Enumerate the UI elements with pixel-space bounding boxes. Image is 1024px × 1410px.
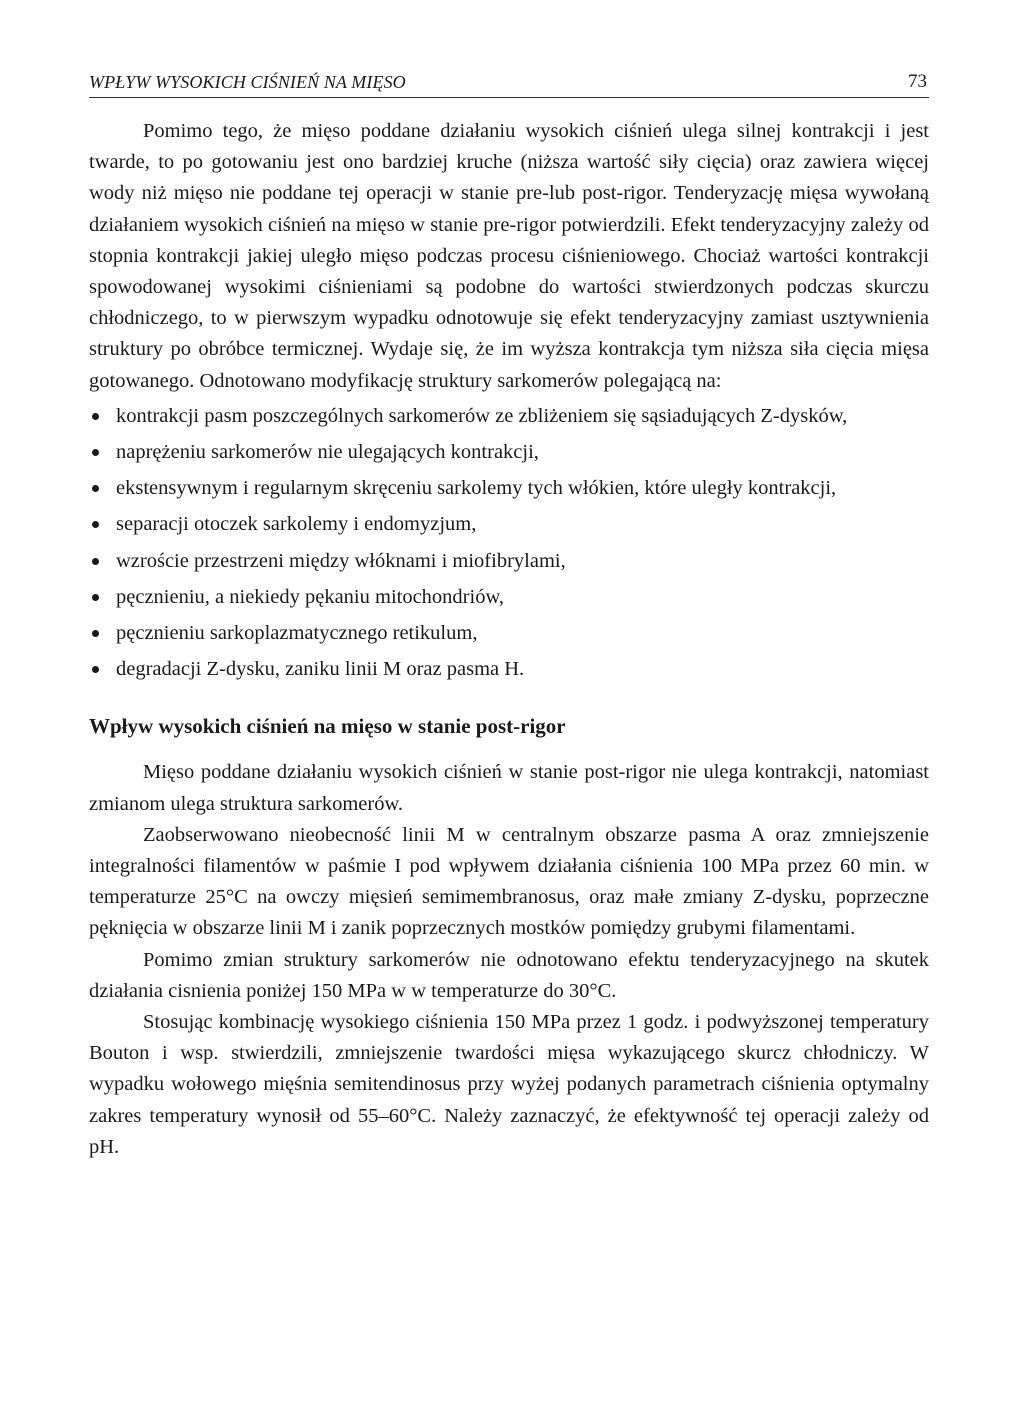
section-paragraph: Stosując kombinację wysokiego ciśnienia 150 MPa przez 1 godz. i podwyższonej temperatury Bouton i wsp. stwierdzili, zmniejszenie twardości mięsa wykazującego skurcz chłodniczy. W wypadku wołowego mięśnia semitendinosus przy wyżej podanych parametrach ciśnienia optymalny zakres temperatury wynosił od 55–60°C. Należy zaznaczyć, że efektywność tej operacji zależy od pH. <box>89 1011 929 1158</box>
list-item: pęcznieniu, a niekiedy pękaniu mitochondriów, <box>89 582 929 613</box>
sarcomere-modification-list <box>89 401 929 686</box>
list-item: separacji otoczek sarkolemy i endomyzjum, <box>89 509 929 540</box>
document-page <box>89 70 929 1163</box>
list-item: degradacji Z-dysku, zaniku linii M oraz pasma H. <box>89 654 929 685</box>
section-paragraph: Mięso poddane działaniu wysokich ciśnień w stanie post-rigor nie ulega kontrakcji, natomiast zmianom ulega struktura sarkomerów. <box>89 761 929 815</box>
intro-paragraph: Pomimo tego, że mięso poddane działaniu wysokich ciśnień ulega silnej kontrakcji i jest twarde, to po gotowaniu jest ono bardziej kruche (niższa wartość siły cięcia) oraz zawiera więcej wody niż mięso nie poddane tej operacji w stanie pre-lub post-rigor. Tenderyzację mięsa wywołaną działaniem wysokich ciśnień na mięso w stanie pre-rigor potwierdzili. Efekt tenderyzacyjny zależy od stopnia kontrakcji jakiej uległo mięso podczas procesu ciśnieniowego. Chociaż wartości kontrakcji spowodowanej wysokimi ciśnieniami są podobne do wartości stwierdzonych podczas skurczu chłodniczego, to w pierwszym wypadku odnotowuje się efekt tenderyzacyjny zamiast usztywnienia struktury po obróbce termicznej. Wydaje się, że im wyższa kontrakcja tym niższa siła cięcia mięsa gotowanego. Odnotowano modyfikację struktury sarkomerów polegającą na: <box>89 120 929 392</box>
list-item: ekstensywnym i regularnym skręceniu sarkolemy tych włókien, które uległy kontrakcji, <box>89 473 929 504</box>
list-item: pęcznieniu sarkoplazmatycznego retikulum, <box>89 618 929 649</box>
running-header <box>89 70 929 98</box>
page-number: 73 <box>908 71 927 92</box>
section-paragraph: Zaobserwowano nieobecność linii M w centralnym obszarze pasma A oraz zmniejszenie integralności filamentów w paśmie I pod wpływem działania ciśnienia 100 MPa przez 60 min. w temperaturze 25°C na owczy mięsień semimembranosus, oraz małe zmiany Z-dysku, poprzeczne pęknięcia w obszarze linii M i zanik poprzecznych mostków pomiędzy grubymi filamentami. <box>89 823 929 940</box>
list-item: kontrakcji pasm poszczególnych sarkomerów ze zbliżeniem się sąsiadujących Z-dysków, <box>89 401 929 432</box>
running-title: WPŁYW WYSOKICH CIŚNIEŃ NA MIĘSO <box>89 72 406 92</box>
list-item: naprężeniu sarkomerów nie ulegających kontrakcji, <box>89 437 929 468</box>
list-item: wzroście przestrzeni między włóknami i miofibrylami, <box>89 546 929 577</box>
page-body <box>89 116 929 1163</box>
section-paragraph: Pomimo zmian struktury sarkomerów nie odnotowano efektu tenderyzacyjnego na skutek działania cisnienia poniżej 150 MPa w w temperaturze do 30°C. <box>89 948 929 1002</box>
section-heading: Wpływ wysokich ciśnień na mięso w stanie post-rigor <box>89 714 566 739</box>
